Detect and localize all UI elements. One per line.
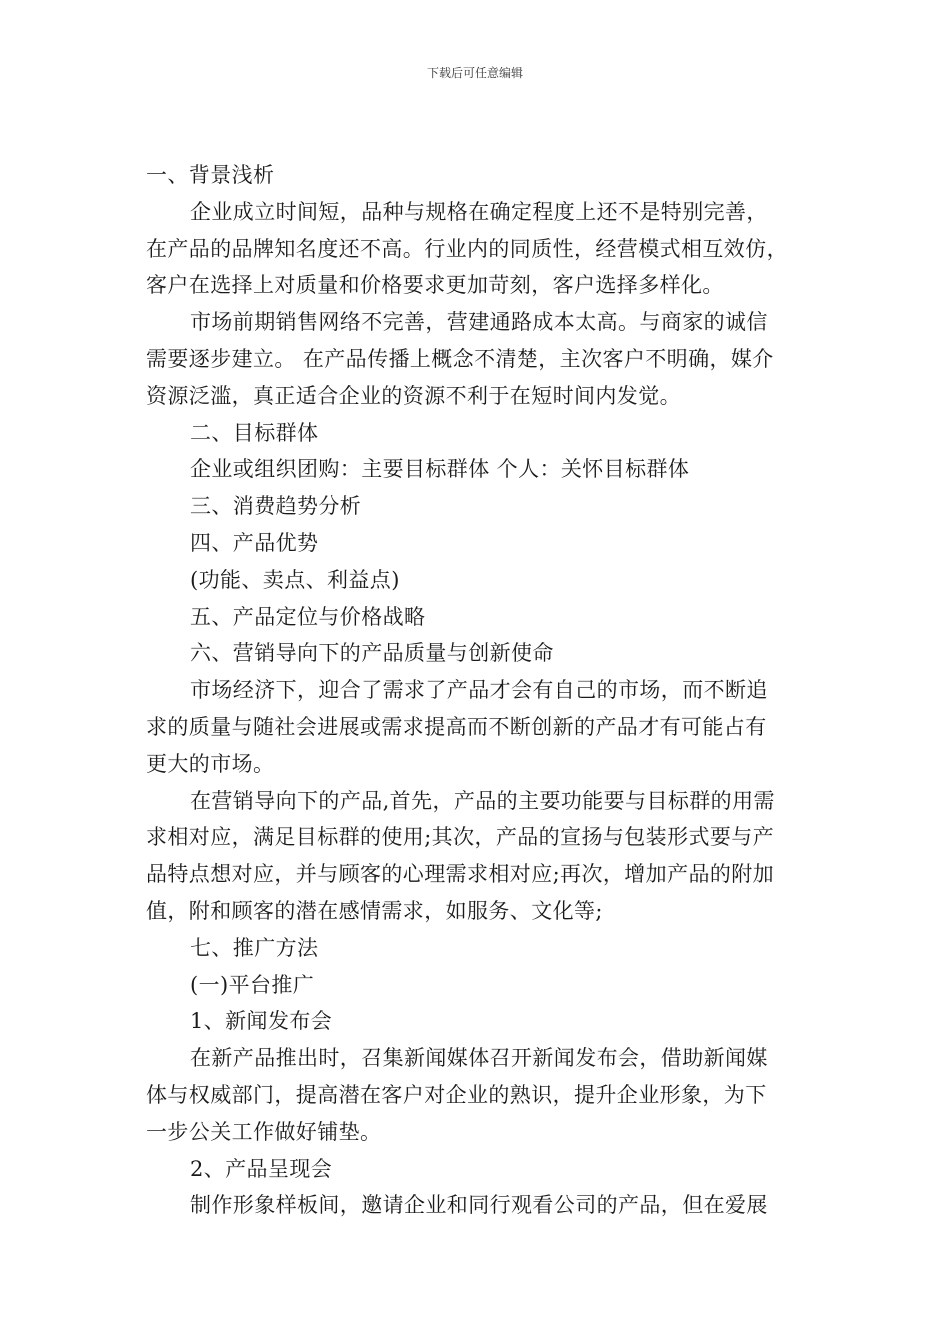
line-4: 市场前期销售网络不完善，营建通路成本太高。与商家的诚信 bbox=[190, 310, 768, 335]
line-1: 企业成立时间短，品种与规格在确定程度上还不是特别完善， bbox=[190, 199, 768, 224]
line-19: 品特点想对应，并与顾客的心理需求相对应;再次，增加产品的附加 bbox=[146, 862, 775, 887]
line-27: 2、产品呈现会 bbox=[190, 1156, 333, 1181]
line-26: 一步公关工作做好铺垫。 bbox=[146, 1119, 382, 1144]
line-14: 市场经济下，迎合了需求了产品才会有自己的市场，而不断追 bbox=[190, 678, 768, 703]
line-20: 值，附和顾客的潜在感情需求，如服务、文化等; bbox=[146, 898, 603, 923]
line-2: 在产品的品牌知名度还不高。行业内的同质性，经营模式相互效仿， bbox=[146, 236, 788, 261]
line-28: 制作形象样板间，邀请企业和同行观看公司的产品，但在爱展 bbox=[190, 1193, 768, 1218]
line-21: 七、推广方法 bbox=[190, 935, 319, 960]
line-0: 一、背景浅析 bbox=[146, 163, 275, 187]
line-10: 四、产品优势 bbox=[190, 530, 319, 555]
line-8: 企业或组织团购：主要目标群体 个人：关怀目标群体 bbox=[190, 457, 690, 482]
line-13: 六、营销导向下的产品质量与创新使命 bbox=[190, 641, 554, 666]
line-17: 在营销导向下的产品,首先，产品的主要功能要与目标群的用需 bbox=[190, 788, 775, 813]
line-3: 客户在选择上对质量和价格要求更加苛刻，客户选择多样化。 bbox=[146, 273, 724, 298]
line-16: 更大的市场。 bbox=[146, 751, 275, 776]
line-12: 五、产品定位与价格战略 bbox=[190, 604, 426, 629]
line-6: 资源泛滥，真正适合企业的资源不利于在短时间内发觉。 bbox=[146, 383, 681, 408]
line-24: 在新产品推出时，召集新闻媒体召开新闻发布会，借助新闻媒 bbox=[190, 1046, 768, 1071]
page-header bbox=[0, 66, 950, 80]
line-23: 1、新闻发布会 bbox=[190, 1009, 333, 1034]
line-18: 求相对应，满足目标群的使用;其次，产品的宣扬与包装形式要与产 bbox=[146, 825, 775, 850]
line-15: 求的质量与随社会进展或需求提高而不断创新的产品才有可能占有 bbox=[146, 714, 767, 739]
line-22: (一)平台推广 bbox=[190, 972, 315, 997]
document-body bbox=[146, 157, 811, 1224]
line-7: 二、目标群体 bbox=[190, 420, 319, 445]
line-9: 三、消费趋势分析 bbox=[190, 494, 362, 519]
line-25: 体与权威部门，提高潜在客户对企业的熟识，提升企业形象，为下 bbox=[146, 1082, 767, 1107]
line-5: 需要逐步建立。 在产品传播上概念不清楚，主次客户不明确，媒介 bbox=[146, 346, 774, 371]
line-11: (功能、卖点、利益点) bbox=[190, 567, 400, 592]
header-text: 下载后可任意编辑 bbox=[426, 66, 523, 80]
